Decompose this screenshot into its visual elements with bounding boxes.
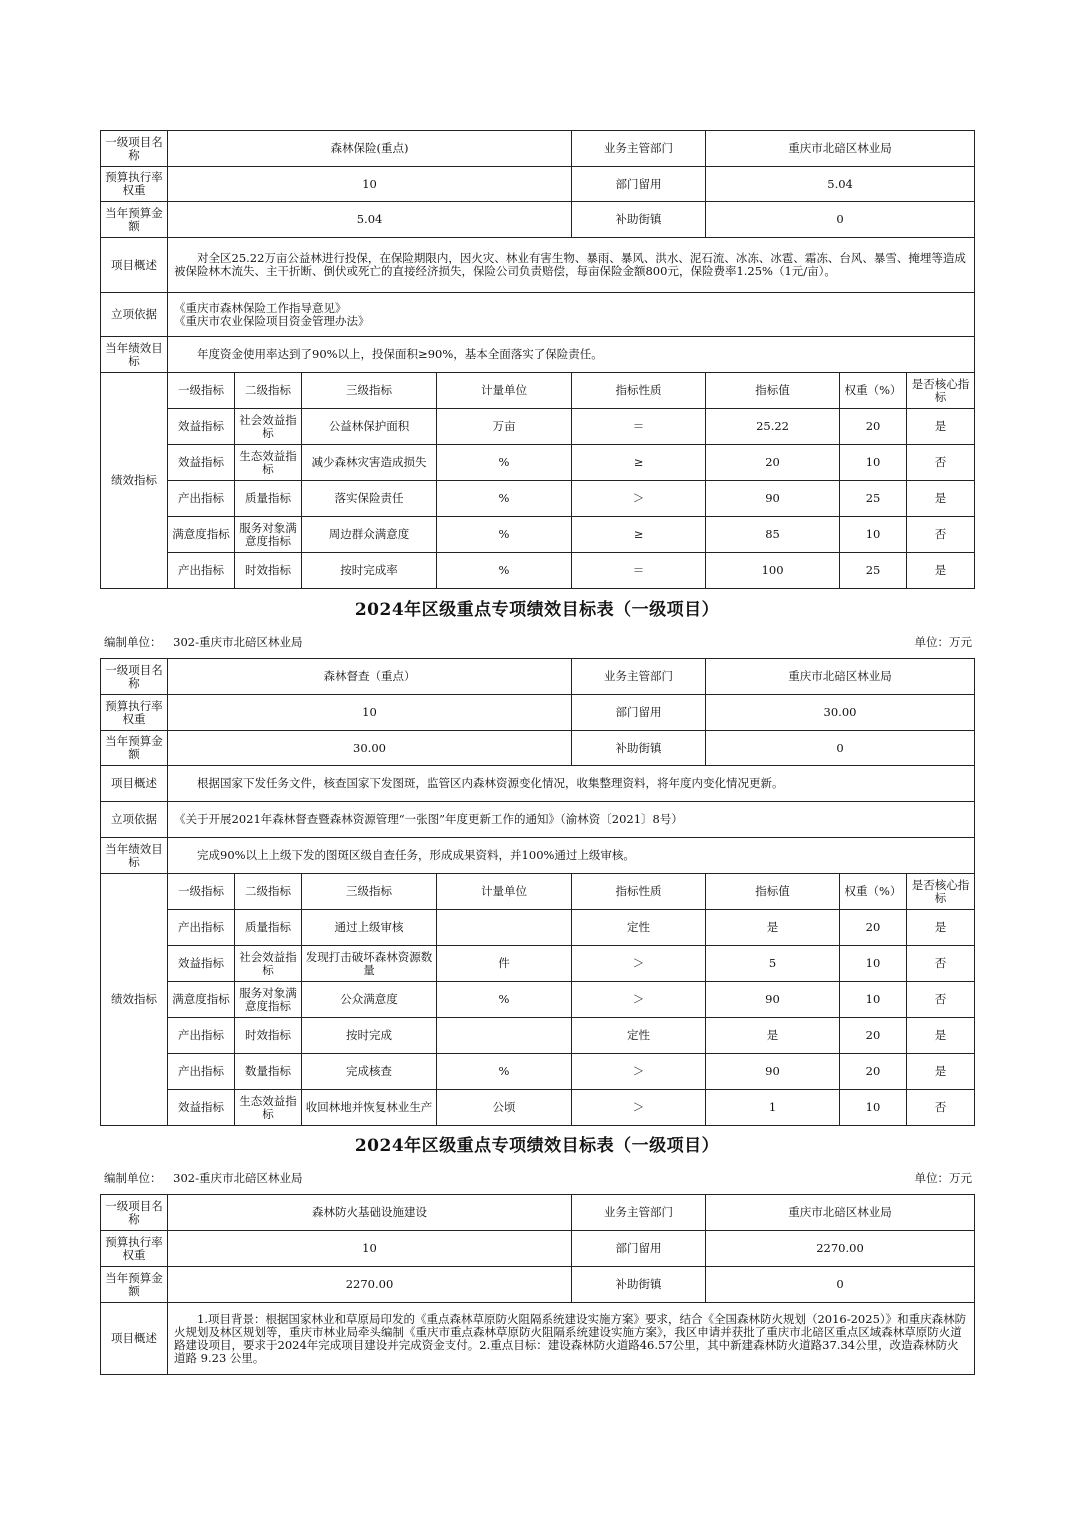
cell: 90 bbox=[706, 481, 840, 517]
cell: 20 bbox=[840, 409, 907, 445]
cell: ＝ bbox=[572, 553, 706, 589]
cell: 完成核查 bbox=[302, 1054, 437, 1090]
cell: 是 bbox=[907, 553, 975, 589]
dept-retain-value: 5.04 bbox=[706, 167, 975, 202]
cell: 否 bbox=[907, 982, 975, 1018]
page-title: 2024年区级重点专项绩效目标表（一级项目） bbox=[354, 1136, 720, 1156]
cell: ＞ bbox=[572, 982, 706, 1018]
cell: 社会效益指标 bbox=[235, 409, 302, 445]
cell: % bbox=[437, 517, 572, 553]
compiler-value: 302-重庆市北碚区林业局 bbox=[173, 1171, 303, 1185]
cell: % bbox=[437, 445, 572, 481]
cell: 社会效益指标 bbox=[235, 946, 302, 982]
cell: % bbox=[437, 982, 572, 1018]
cell: 20 bbox=[706, 445, 840, 481]
cell: 满意度指标 bbox=[168, 982, 235, 1018]
dept-value: 重庆市北碚区林业局 bbox=[706, 659, 975, 695]
table-row bbox=[101, 946, 975, 982]
cell: 通过上级审核 bbox=[302, 910, 437, 946]
header-unit: 计量单位 bbox=[437, 874, 572, 910]
cell: 效益指标 bbox=[168, 445, 235, 481]
cell: 产出指标 bbox=[168, 910, 235, 946]
cell: 产出指标 bbox=[168, 1018, 235, 1054]
cell: 万亩 bbox=[437, 409, 572, 445]
table-row bbox=[101, 1018, 975, 1054]
annual-goal-text: 年度资金使用率达到了90%以上，投保面积≥90%，基本全面落实了保险责任。 bbox=[168, 337, 975, 373]
compiler-value: 302-重庆市北碚区林业局 bbox=[173, 635, 303, 649]
subsidy-value: 0 bbox=[706, 1267, 975, 1303]
cell: 10 bbox=[840, 1090, 907, 1126]
annual-budget-value: 5.04 bbox=[168, 202, 572, 238]
cell: % bbox=[437, 1054, 572, 1090]
performance-table-1 bbox=[100, 130, 975, 589]
table-row bbox=[101, 481, 975, 517]
label-exec-weight: 预算执行率权重 bbox=[101, 695, 168, 731]
overview-text: 对全区25.22万亩公益林进行投保，在保险期限内，因火灾、林业有害生物、暴雨、暴风、洪水、泥石流、冰冻、冰雹、霜冻、台风、暴雪、掩埋等造成被保险林木流失、主干折断、倒伏或死亡的直接经济损失，保险公司负责赔偿，每亩保险金额800元，保险费率1.25%（1元/亩）。 bbox=[168, 238, 975, 293]
cell: 是 bbox=[706, 910, 840, 946]
cell: ＝ bbox=[572, 409, 706, 445]
cell: 100 bbox=[706, 553, 840, 589]
header-nature: 指标性质 bbox=[572, 373, 706, 409]
cell: 发现打击破坏森林资源数量 bbox=[302, 946, 437, 982]
exec-weight-value: 10 bbox=[168, 1231, 572, 1267]
overview-text: 1.项目背景：根据国家林业和草原局印发的《重点森林草原防火阻隔系统建设实施方案》要求，结合《全国森林防火规划（2016-2025）》和重庆森林防火规划及林区规划等，重庆市林业局牵头编制《重庆市重点森林草原防火阻隔系统建设实施方案》，我区申请并获批了重庆市北碚区重点区域森林草原防火道路建设项目，要求于2024年完成项目建设并完成资金支付。2.重点目标：建设森林防火道路46.57公里，其中新建森林防火道路37.34公里，改造森林防火道路 9.23 公里。 bbox=[168, 1303, 975, 1375]
cell: 减少森林灾害造成损失 bbox=[302, 445, 437, 481]
cell: 20 bbox=[840, 910, 907, 946]
cell: 公顷 bbox=[437, 1090, 572, 1126]
cell: 数量指标 bbox=[235, 1054, 302, 1090]
label-annual-budget: 当年预算金额 bbox=[101, 1267, 168, 1303]
cell: ≥ bbox=[572, 517, 706, 553]
label-indicators: 绩效指标 bbox=[101, 874, 168, 1126]
label-basis: 立项依据 bbox=[101, 802, 168, 838]
label-exec-weight: 预算执行率权重 bbox=[101, 167, 168, 202]
cell: 85 bbox=[706, 517, 840, 553]
cell: 是 bbox=[706, 1018, 840, 1054]
cell: 质量指标 bbox=[235, 910, 302, 946]
cell: 效益指标 bbox=[168, 946, 235, 982]
cell: 服务对象满意度指标 bbox=[235, 517, 302, 553]
cell: 按时完成率 bbox=[302, 553, 437, 589]
cell: 是 bbox=[907, 1018, 975, 1054]
header-level2: 二级指标 bbox=[235, 373, 302, 409]
table-row bbox=[101, 982, 975, 1018]
table-row bbox=[101, 1090, 975, 1126]
performance-table-2 bbox=[100, 658, 975, 1126]
cell: 件 bbox=[437, 946, 572, 982]
label-overview: 项目概述 bbox=[101, 766, 168, 802]
cell: 生态效益指标 bbox=[235, 445, 302, 481]
cell: 10 bbox=[840, 517, 907, 553]
header-level3: 三级指标 bbox=[302, 874, 437, 910]
cell: 25.22 bbox=[706, 409, 840, 445]
cell: 生态效益指标 bbox=[235, 1090, 302, 1126]
label-project-name: 一级项目名称 bbox=[101, 1195, 168, 1231]
label-annual-goal: 当年绩效目标 bbox=[101, 337, 168, 373]
label-subsidy: 补助街镇 bbox=[572, 731, 706, 766]
cell: 10 bbox=[840, 445, 907, 481]
cell: ≥ bbox=[572, 445, 706, 481]
compiler-line bbox=[104, 1170, 972, 1186]
label-dept-retain: 部门留用 bbox=[572, 167, 706, 202]
performance-table-3 bbox=[100, 1194, 975, 1375]
label-dept: 业务主管部门 bbox=[572, 131, 706, 167]
label-overview: 项目概述 bbox=[101, 238, 168, 293]
subsidy-value: 0 bbox=[706, 202, 975, 238]
cell: 是 bbox=[907, 409, 975, 445]
dept-retain-value: 30.00 bbox=[706, 695, 975, 731]
cell: 公益林保护面积 bbox=[302, 409, 437, 445]
cell: 是 bbox=[907, 910, 975, 946]
header-value: 指标值 bbox=[706, 373, 840, 409]
cell: ＞ bbox=[572, 1054, 706, 1090]
cell: 是 bbox=[907, 1054, 975, 1090]
basis-line-2: 《重庆市农业保险项目资金管理办法》 bbox=[174, 313, 370, 328]
label-dept: 业务主管部门 bbox=[572, 659, 706, 695]
basis-text: 《关于开展2021年森林督查暨森林资源管理“一张图”年度更新工作的通知》（渝林资〔2021〕8号） bbox=[168, 802, 975, 838]
basis-text bbox=[168, 293, 975, 337]
header-level1: 一级指标 bbox=[168, 874, 235, 910]
annual-budget-value: 2270.00 bbox=[168, 1267, 572, 1303]
label-dept-retain: 部门留用 bbox=[572, 695, 706, 731]
cell: 效益指标 bbox=[168, 409, 235, 445]
project-name: 森林保险(重点) bbox=[168, 131, 572, 167]
header-core: 是否核心指标 bbox=[907, 373, 975, 409]
cell: 质量指标 bbox=[235, 481, 302, 517]
header-level2: 二级指标 bbox=[235, 874, 302, 910]
dept-value: 重庆市北碚区林业局 bbox=[706, 1195, 975, 1231]
cell: ＞ bbox=[572, 946, 706, 982]
label-annual-goal: 当年绩效目标 bbox=[101, 838, 168, 874]
cell: 20 bbox=[840, 1018, 907, 1054]
unit-label: 单位：万元 bbox=[914, 635, 972, 649]
cell: 产出指标 bbox=[168, 553, 235, 589]
cell: 1 bbox=[706, 1090, 840, 1126]
cell: 定性 bbox=[572, 1018, 706, 1054]
cell: 时效指标 bbox=[235, 553, 302, 589]
header-value: 指标值 bbox=[706, 874, 840, 910]
cell: 否 bbox=[907, 1090, 975, 1126]
cell bbox=[437, 910, 572, 946]
cell: 是 bbox=[907, 481, 975, 517]
cell: 25 bbox=[840, 553, 907, 589]
header-unit: 计量单位 bbox=[437, 373, 572, 409]
cell: % bbox=[437, 481, 572, 517]
label-basis: 立项依据 bbox=[101, 293, 168, 337]
label-subsidy: 补助街镇 bbox=[572, 202, 706, 238]
header-level1: 一级指标 bbox=[168, 373, 235, 409]
label-project-name: 一级项目名称 bbox=[101, 131, 168, 167]
page-title: 2024年区级重点专项绩效目标表（一级项目） bbox=[354, 600, 720, 620]
label-dept: 业务主管部门 bbox=[572, 1195, 706, 1231]
label-project-name: 一级项目名称 bbox=[101, 659, 168, 695]
cell: 落实保险责任 bbox=[302, 481, 437, 517]
cell: 90 bbox=[706, 982, 840, 1018]
cell: 公众满意度 bbox=[302, 982, 437, 1018]
subsidy-value: 0 bbox=[706, 731, 975, 766]
annual-budget-value: 30.00 bbox=[168, 731, 572, 766]
table-row bbox=[101, 517, 975, 553]
table-row bbox=[101, 553, 975, 589]
cell: 定性 bbox=[572, 910, 706, 946]
exec-weight-value: 10 bbox=[168, 167, 572, 202]
header-nature: 指标性质 bbox=[572, 874, 706, 910]
compiler-label: 编制单位： bbox=[104, 635, 162, 649]
label-subsidy: 补助街镇 bbox=[572, 1267, 706, 1303]
cell: 效益指标 bbox=[168, 1090, 235, 1126]
dept-retain-value: 2270.00 bbox=[706, 1231, 975, 1267]
overview-text: 根据国家下发任务文件，核查国家下发图斑，监管区内森林资源变化情况，收集整理资料，将年度内变化情况更新。 bbox=[168, 766, 975, 802]
unit-label: 单位：万元 bbox=[914, 1171, 972, 1185]
label-annual-budget: 当年预算金额 bbox=[101, 202, 168, 238]
header-weight: 权重（%） bbox=[840, 373, 907, 409]
compiler-line bbox=[104, 634, 972, 650]
cell: 否 bbox=[907, 445, 975, 481]
cell: 满意度指标 bbox=[168, 517, 235, 553]
cell: 10 bbox=[840, 946, 907, 982]
label-indicators: 绩效指标 bbox=[101, 373, 168, 589]
cell: 服务对象满意度指标 bbox=[235, 982, 302, 1018]
cell: 时效指标 bbox=[235, 1018, 302, 1054]
project-name: 森林防火基础设施建设 bbox=[168, 1195, 572, 1231]
cell: 25 bbox=[840, 481, 907, 517]
cell: 20 bbox=[840, 1054, 907, 1090]
dept-value: 重庆市北碚区林业局 bbox=[706, 131, 975, 167]
cell: % bbox=[437, 553, 572, 589]
exec-weight-value: 10 bbox=[168, 695, 572, 731]
cell: 产出指标 bbox=[168, 481, 235, 517]
label-annual-budget: 当年预算金额 bbox=[101, 731, 168, 766]
cell bbox=[437, 1018, 572, 1054]
cell: ＞ bbox=[572, 481, 706, 517]
cell: 90 bbox=[706, 1054, 840, 1090]
cell: 周边群众满意度 bbox=[302, 517, 437, 553]
cell: 否 bbox=[907, 517, 975, 553]
label-exec-weight: 预算执行率权重 bbox=[101, 1231, 168, 1267]
header-weight: 权重（%） bbox=[840, 874, 907, 910]
cell: 10 bbox=[840, 982, 907, 1018]
project-name: 森林督查（重点） bbox=[168, 659, 572, 695]
cell: ＞ bbox=[572, 1090, 706, 1126]
compiler-label: 编制单位： bbox=[104, 1171, 162, 1185]
table-row bbox=[101, 1054, 975, 1090]
table-row bbox=[101, 910, 975, 946]
header-core: 是否核心指标 bbox=[907, 874, 975, 910]
cell: 5 bbox=[706, 946, 840, 982]
header-level3: 三级指标 bbox=[302, 373, 437, 409]
table-row bbox=[101, 445, 975, 481]
basis-line-1: 《重庆市森林保险工作指导意见》 bbox=[174, 300, 347, 315]
cell: 产出指标 bbox=[168, 1054, 235, 1090]
label-overview: 项目概述 bbox=[101, 1303, 168, 1375]
cell: 否 bbox=[907, 946, 975, 982]
annual-goal-text: 完成90%以上上级下发的图斑区级自查任务，形成成果资料，并100%通过上级审核。 bbox=[168, 838, 975, 874]
cell: 收回林地并恢复林业生产 bbox=[302, 1090, 437, 1126]
cell: 按时完成 bbox=[302, 1018, 437, 1054]
label-dept-retain: 部门留用 bbox=[572, 1231, 706, 1267]
table-row bbox=[101, 409, 975, 445]
